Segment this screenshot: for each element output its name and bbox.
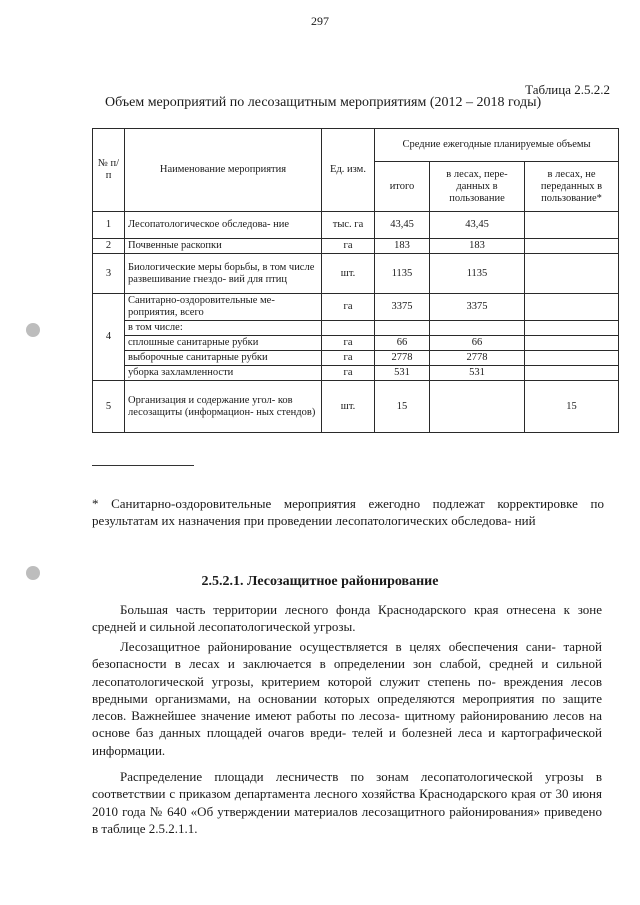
header-unit: Ед. изм. — [322, 129, 375, 212]
punch-hole-icon — [26, 323, 40, 337]
table-row — [93, 381, 619, 433]
row-leased: 43,45 — [430, 212, 525, 239]
header-name: Наименование мероприятия — [125, 129, 322, 212]
table-row — [93, 212, 619, 239]
paragraph: Большая часть территории лесного фонда Краснодарского края отнесена к зоне средней и сильной лесопатологической угрозы. — [92, 602, 602, 635]
row-leased: 1135 — [430, 254, 525, 294]
row-name: Организация и содержание угол- ков лесозащиты (информацион- ных стендов) — [125, 381, 322, 433]
paragraph: Лесозащитное районирование осуществляется в целях обеспечения сани- тарной безопасности в лесах и заключается в определении зон слабой, средней и сильной лесопатологической угрозы, критерием которой служит степень по- вреждения лесов вредными организмами, на основании которых определяются мероприятия по защите лесов. Важнейшее значение имеют работы по лесоза- щитному районированию лесов на основе баз данных площадей очагов вреди- телей и болезней леса и картографической информации. — [92, 639, 602, 758]
row-total: 43,45 — [375, 212, 430, 239]
row-unit: шт. — [322, 381, 375, 433]
header-group: Средние ежегодные планируемые объемы — [375, 129, 619, 162]
footnote-divider — [92, 465, 194, 466]
row-leased: 3375 — [430, 294, 525, 321]
row-num: 4 — [93, 294, 125, 381]
row-leased: 531 — [430, 366, 525, 381]
row-total: 183 — [375, 239, 430, 254]
paragraph: Распределение площади лесничеств по зонам лесопатологической угрозы в соответствии с приказом департамента лесного хозяйства Краснодарского края от 30 июня 2010 года № 640 «Об утверждении материалов лесозащитного районирования» приведено в таблице 2.5.2.1.1. — [92, 769, 602, 836]
row-name: выборочные санитарные рубки — [125, 351, 322, 366]
punch-hole-icon — [26, 566, 40, 580]
page-number: 297 — [311, 14, 329, 28]
row-name: Биологические меры борьбы, в том числе развешивание гнездо- вий для птиц — [125, 254, 322, 294]
row-total: 3375 — [375, 294, 430, 321]
row-name: уборка захламленности — [125, 366, 322, 381]
measures-table — [92, 128, 619, 433]
row-not-leased — [525, 294, 619, 321]
header-not-leased: в лесах, не переданных в пользование* — [525, 162, 619, 212]
row-total: 2778 — [375, 351, 430, 366]
row-num: 1 — [93, 212, 125, 239]
header-total: итого — [375, 162, 430, 212]
table-row — [93, 239, 619, 254]
row-unit: га — [322, 366, 375, 381]
row-leased — [430, 381, 525, 433]
section-heading: 2.5.2.1. Лесозащитное районирование — [201, 574, 439, 589]
row-not-leased — [525, 336, 619, 351]
row-name: Почвенные раскопки — [125, 239, 322, 254]
row-not-leased — [525, 212, 619, 239]
table-row — [93, 351, 619, 366]
row-not-leased: 15 — [525, 381, 619, 433]
table-header-row — [93, 129, 619, 162]
table-row — [93, 254, 619, 294]
row-total: 15 — [375, 381, 430, 433]
row-unit: га — [322, 351, 375, 366]
row-name: Лесопатологическое обследова- ние — [125, 212, 322, 239]
row-not-leased — [525, 239, 619, 254]
header-leased: в лесах, пере- данных в пользование — [430, 162, 525, 212]
row-total: 531 — [375, 366, 430, 381]
row-name: сплошные санитарные рубки — [125, 336, 322, 351]
row-leased: 2778 — [430, 351, 525, 366]
row-num: 3 — [93, 254, 125, 294]
row-leased: 66 — [430, 336, 525, 351]
footnote: * Санитарно-оздоровительные мероприятия ежегодно подлежат корректировке по результатам их назначения при проведении лесопатологических обследова- ний — [92, 496, 604, 528]
header-num: № п/п — [93, 129, 125, 212]
row-unit: га — [322, 294, 375, 321]
row-not-leased — [525, 351, 619, 366]
row-not-leased — [525, 254, 619, 294]
row-leased: 183 — [430, 239, 525, 254]
table-row — [93, 336, 619, 351]
row-unit: га — [322, 239, 375, 254]
row-num: 5 — [93, 381, 125, 433]
table-row — [93, 366, 619, 381]
row-name: в том числе: — [125, 321, 322, 336]
table-label: Таблица 2.5.2.2 — [525, 82, 610, 97]
table-title: Объем мероприятий по лесозащитным мероприятиям (2012 – 2018 годы) — [105, 95, 542, 110]
row-name: Санитарно-оздоровительные ме- роприятия, всего — [125, 294, 322, 321]
row-unit: га — [322, 336, 375, 351]
table-row — [93, 294, 619, 321]
row-num: 2 — [93, 239, 125, 254]
row-total: 1135 — [375, 254, 430, 294]
row-not-leased — [525, 366, 619, 381]
row-total: 66 — [375, 336, 430, 351]
row-unit: шт. — [322, 254, 375, 294]
table-row — [93, 321, 619, 336]
row-unit: тыс. га — [322, 212, 375, 239]
